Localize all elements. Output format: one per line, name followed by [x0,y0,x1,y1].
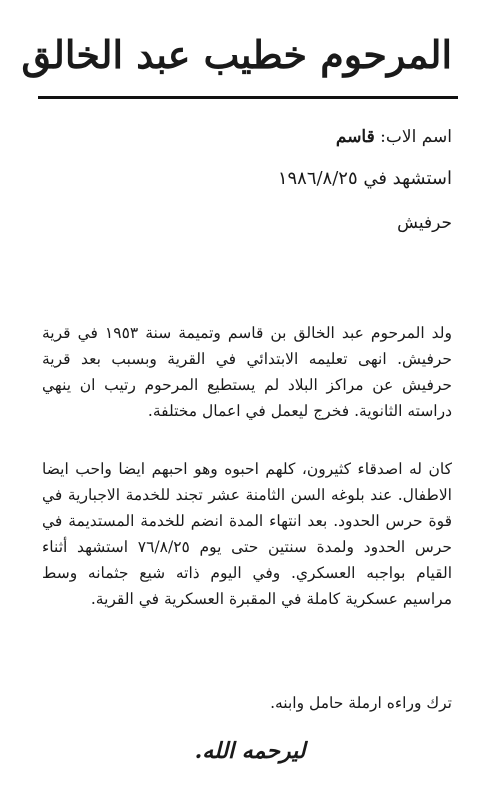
closing-blessing: ليرحمه الله. [194,738,306,764]
page-title: المرحوم خطيب عبد الخالق [21,32,452,77]
biography-paragraph-2: كان له اصدقاء كثيرون، كلهم احبوه وهو احبهم ايضا واحب ايضا الاطفال. عند بلوغه السن الثامنة عشر تجند للخدمة الاجبارية في قوة حرس الحدود. بعد انتهاء المدة انضم للخدمة المستديمة في حرس الحدود ولمدة سنتين حتى يوم ٧٦/٨/٢٥ استشهد أثناء القيام بواجبه العسكري. وفي اليوم ذاته شيع جثمانه وسط مراسيم عسكرية كاملة في المقبرة العسكرية في القرية. [42,460,452,608]
biography-paragraph-1: ولد المرحوم عبد الخالق بن قاسم وتميمة سنة ١٩٥٣ في قرية حرفيش. انهى تعليمه الابتدائي في القرية وبسبب بعد قرية حرفيش عن مراكز البلاد لم يستطيع المرحوم رتيب ان ينهي دراسته الثانوية. فخرج ليعمل في اعمال مختلفة. [42,324,452,420]
martyrdom-date: استشهد في ١٩٨٦/٨/٢٥ [277,168,452,189]
village-name: حرفيش [397,213,452,233]
father-name: قاسم [335,127,375,147]
title-divider [38,96,458,99]
father-label: اسم الاب: [380,127,452,147]
biography-paragraph-3: ترك وراءه ارملة حامل وابنه. [270,694,452,712]
father-name-line [52,124,452,150]
